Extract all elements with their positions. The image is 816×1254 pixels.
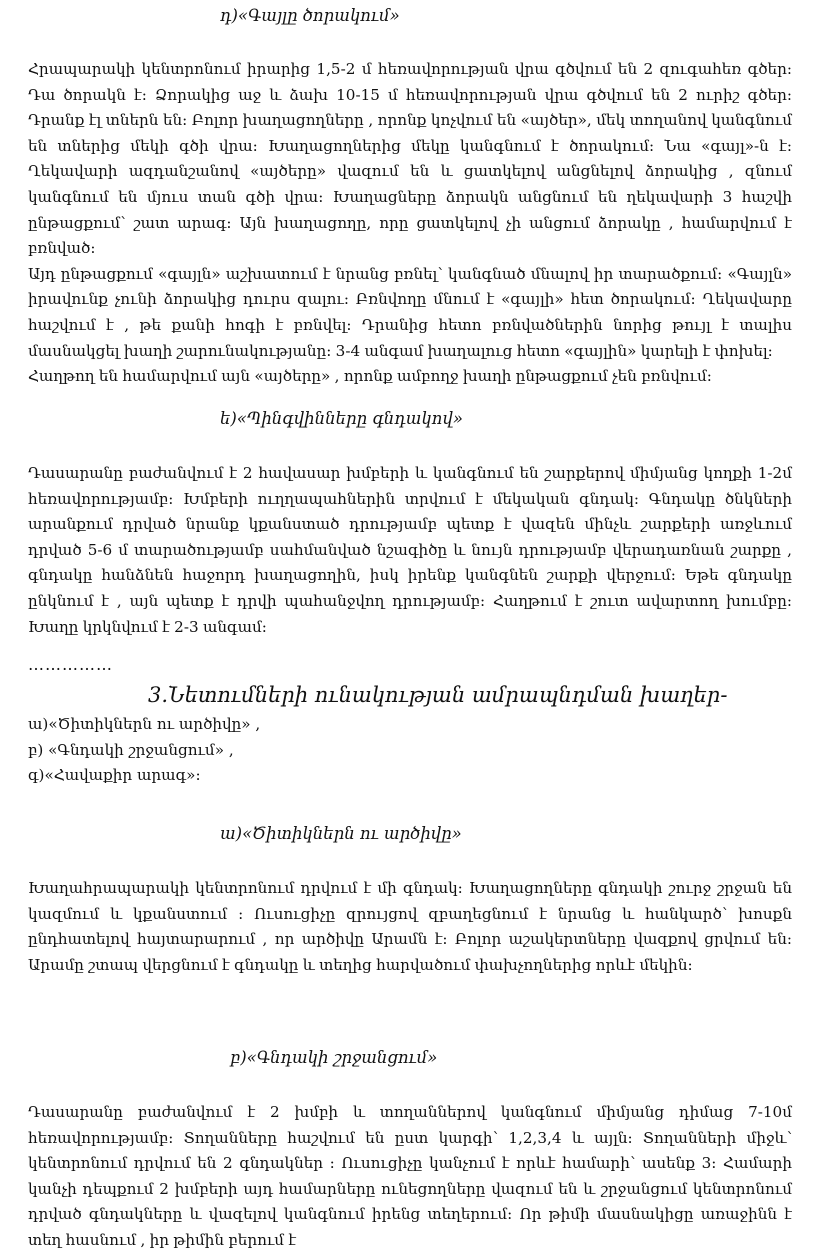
- paragraph: Դասարանը բաժանվում է 2 հավասար խմբերի և կանգնում են շարքերով միմյանց կողքի 1-2մ հեռավորությամբ: Խմբերի ուղղապահներին տրվում է մեկական գնդակ: Գնդակը ծնկների արանքում դրված նրանք կքանստած դրությամբ պետք է վազեն մինչև շարքերի առջևում դրված 5-6 մ տարածությամբ սահմանված նշագիծը և նույն դրությամբ վերադառնան շարքը , գնդակը հանձնեն հաջորդ խաղացողին, իսկ իրենք կանգնեն շարքի վերջում: Եթե գնդակը ընկնում է , այն պետք է դրվի պահանջվող դրությամբ: Հաղթում է շուտ ավարտող խումբը: Խաղը կրկնվում է 2-3 անգամ:: [28, 464, 792, 636]
- paragraph: Հրապարակի կենտրոնում իրարից 1,5-2 մ հեռավորության վրա գծվում են 2 զուգահեռ գծեր: Դա ծորակն է: Ձորակից աջ և ձախ 10-15 մ հեռավորության վրա գծվում են 2 ուրիշ գծեր: Դրանք էլ տներն են: Բոլոր խաղացողները , որոնք կոչվում են «այծեր», մեկ տողանով կանգնում են տներից մեկի գծի վրա: Խաղացողներից մեկը կանգնում է ծորակում: Նա «գայլ»-ն է: Ղեկավարի ազդանշանով «այծերը» վազում են և ցատկելով անցնելով ձորակից , զնում կանգնում են մյուս տան գծի վրա: Խաղացները ձորակն անցնում են ղեկավարի 3 հաշվի ընթացքում՝ շատ արագ: Այն խաղացողը, որը ցատկելով չի անցում ձորակը , համարվում է բռնված:: [28, 60, 792, 258]
- list-item: գ)«Հավաքիր արագ»:: [28, 766, 201, 785]
- section-b-body: [28, 1100, 792, 1254]
- section-3-list: [28, 712, 260, 789]
- section-b-title: բ)«Գնդակի շրջանցում»: [230, 1048, 438, 1067]
- list-item: բ) «Գնդակի շրջանցում» ,: [28, 740, 234, 759]
- list-item: ա)«Ծիտիկներն ու արծիվը» ,: [28, 715, 261, 733]
- paragraph: Խաղահրապարակի կենտրոնում դրվում է մի գնդակ: Խաղացողները գնդակի շուրջ շրջան են կազմում և կքանստում : Ուսուցիչը զրույցով զբաղեցնում է նրանց և հանկարծ՝ խոսքն ընդհատելով հայտարարում , որ արծիվը Արամն է: Բոլոր աշակերտները վազքով ցրվում են: Արամը շտապ վերցնում է գնդակը և տեղից հարվածում փախչողներից որևէ մեկին:: [28, 879, 792, 974]
- section-3-title: 3.Նետումների ունակության ամրապնդման խաղեր-: [148, 683, 728, 707]
- section-d-body: [28, 57, 792, 390]
- paragraph: Այդ ընթացքում «գայլն» աշխատում է նրանց բռնել՝ կանգնած մնալով իր տարածքում: «Գայլն» իրավունք չունի ձորակից դուրս զալու: Բռնվողը մնում է «գայլի» հետ ծորակում: Ղեկավարը հաշվում է , թե քանի հոգի է բռնվել: Դրանից հետո բռնվածներին նորից թույլ է տալիս մասնակցել խաղի շարունակությանը: 3-4 անգամ խաղալուց հետո «գայլին» կարելի է փոխել:: [28, 264, 792, 360]
- paragraph: Դասարանը բաժանվում է 2 խմբի և տողաններով կանգնում միմյանց դիմաց 7-10մ հեռավորությամբ: Տողանները հաշվում են ըստ կարգի՝ 1,2,3,4 և այլն: Տողանների միջև՝ կենտրոնում դրվում են 2 գնդակներ : Ուսուցիչը կանչում է որևէ համարի՝ ասենք 3: Համարի կանչի դեպքում 2 խմբերի այդ համարները ունեցողները վազում են և շրջանցում կենտրոնում դրված գնդակները և վազելով կանգնում իրենց տեղերում: Որ թիմի մասնակիցը առաջինն է տեղ հասնում , իր թիմին բերում է: [28, 1103, 792, 1249]
- paragraph: Հաղթող են համարվում այն «այծերը» , որոնք ամբողջ խաղի ընթացքում չեն բռնվում:: [28, 367, 712, 386]
- section-d-title: դ)«Գայլը ծորակում»: [220, 6, 400, 25]
- section-a-body: [28, 876, 792, 978]
- section-e-title: ե)«Պինգվինները գնդակով»: [220, 409, 463, 428]
- section-a-title: ա)«Ծիտիկներն ու արծիվը»: [220, 824, 462, 843]
- section-e-body: [28, 461, 792, 640]
- separator-dots: ……………: [28, 655, 113, 674]
